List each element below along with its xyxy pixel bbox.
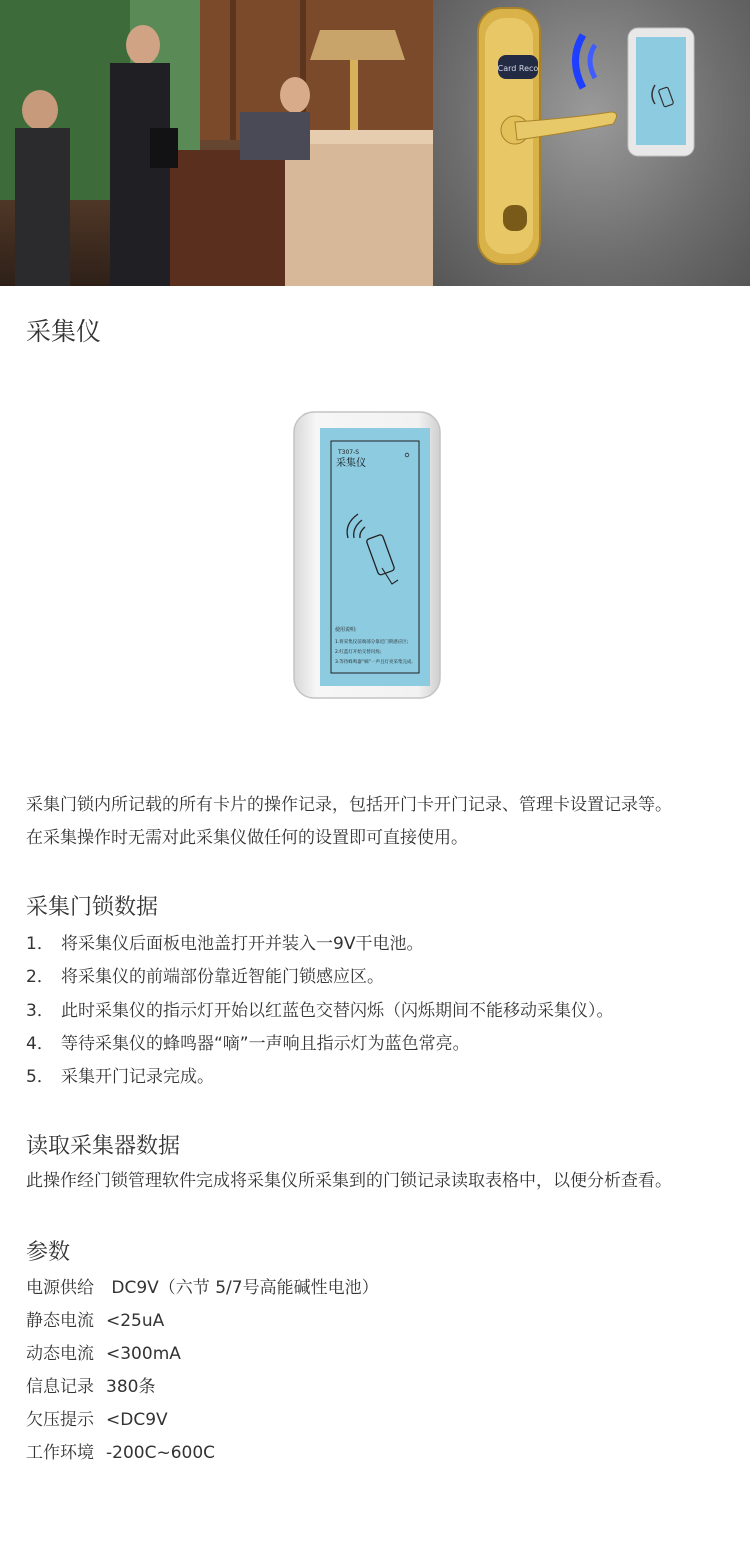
spec-value: <300mA	[106, 1344, 181, 1364]
instruction-line: 1.将采集仪前端部分靠近门锁感应区;	[335, 640, 409, 645]
spec-value: 380条	[106, 1377, 156, 1397]
list-item: 4． 等待采集仪的蜂鸣器“嘀”一声响且指示灯为蓝色常亮。	[26, 1033, 470, 1054]
spec-key: 欠压提示	[26, 1410, 94, 1430]
collect-steps-list	[26, 928, 614, 1094]
instructions-title: 使用说明:	[335, 627, 357, 633]
list-item: 1． 将采集仪后面板电池盖打开并装入一9V干电池。	[26, 934, 424, 954]
spec-value: <25uA	[106, 1311, 165, 1331]
section-heading-collect: 采集门锁数据	[26, 895, 159, 920]
instruction-line: 2.红蓝灯开始交替闪烁;	[335, 650, 382, 655]
spec-key: 静态电流	[26, 1311, 94, 1331]
hero-banner	[0, 0, 750, 286]
spec-row	[26, 1338, 379, 1371]
spec-row	[26, 1272, 379, 1305]
device-model: T307-S	[338, 449, 360, 456]
intro-line: 采集门锁内所记载的所有卡片的操作记录，包括开门卡开门记录、管理卡设置记录等。	[26, 795, 672, 815]
instruction-line: 3.等待蜂鸣器“嘀”一声且灯亮采集完成.	[335, 660, 413, 665]
smart-lock-photo	[433, 0, 750, 286]
intro-line: 在采集操作时无需对此采集仪做任何的设置即可直接使用。	[26, 828, 468, 848]
spec-key: 工作环境	[26, 1443, 94, 1463]
spec-table	[26, 1272, 379, 1470]
section-heading-read: 读取采集器数据	[26, 1134, 181, 1159]
list-item: 5． 采集开门记录完成。	[26, 1067, 214, 1088]
spec-value: DC9V（六节 5/7号高能碱性电池）	[106, 1278, 379, 1298]
spec-key: 信息记录	[26, 1377, 94, 1397]
spec-row	[26, 1437, 379, 1470]
intro-paragraph	[26, 789, 672, 855]
device-name: 采集仪	[336, 458, 366, 469]
spec-key: 电源供给	[26, 1278, 94, 1298]
spec-value: <DC9V	[106, 1410, 168, 1430]
page-title: 采集仪	[26, 317, 102, 346]
hotel-reception-illustration	[0, 0, 433, 286]
list-item: 2． 将采集仪的前端部份靠近智能门锁感应区。	[26, 967, 384, 988]
read-description: 此操作经门锁管理软件完成将采集仪所采集到的门锁记录读取表格中，以便分析查看。	[26, 1171, 672, 1191]
spec-key: 动态电流	[26, 1344, 94, 1364]
spec-value: -200C~600C	[106, 1443, 216, 1463]
collector-device-image	[292, 410, 442, 700]
door-lock-illustration	[433, 0, 750, 286]
collector-device	[292, 410, 442, 700]
section-heading-params: 参数	[26, 1240, 71, 1265]
list-item: 3． 此时采集仪的指示灯开始以红蓝色交替闪烁（闪烁期间不能移动采集仪）。	[26, 1000, 614, 1021]
hotel-reception-photo	[0, 0, 433, 286]
spec-row	[26, 1371, 379, 1404]
spec-row	[26, 1305, 379, 1338]
spec-row	[26, 1404, 379, 1437]
lock-card-label: Card Reco	[497, 64, 539, 73]
